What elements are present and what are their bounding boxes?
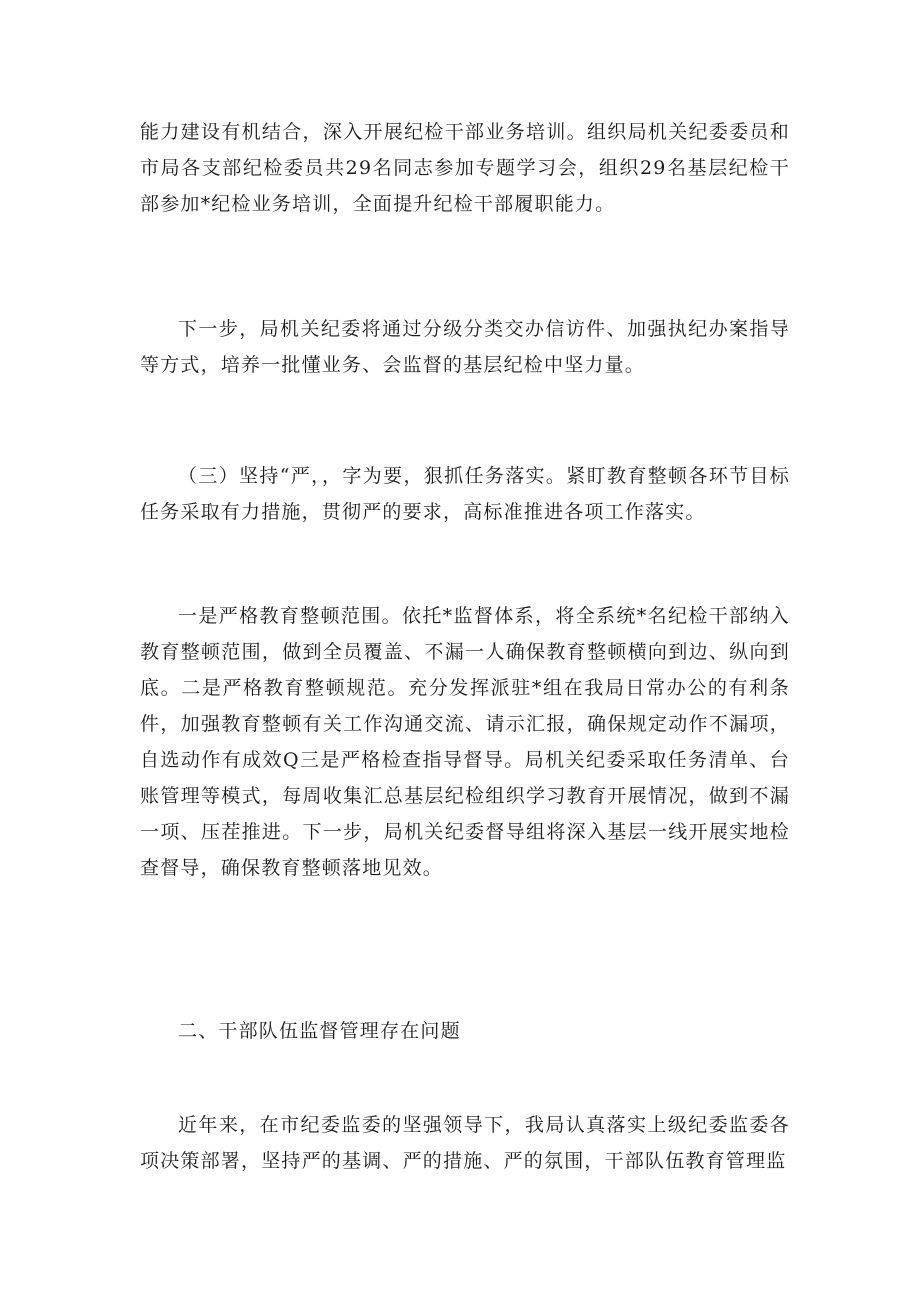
- section-heading-problems: 二、干部队伍监督管理存在问题: [178, 1020, 461, 1042]
- paragraph-section-three: （三）坚持“严，，字为要，狠抓任务落实。紧盯教育整顿各环节目标任务采取有力措施，贯彻严的要求，高标准推进各项工作落实。: [140, 465, 790, 523]
- paragraph-strict-rectification: 一是严格教育整顿范围。依托*监督体系，将全系统*名纪检干部纳入教育整顿范围，做到全员覆盖、不漏一人确保教育整顿横向到边、纵向到底。二是严格教育整顿规范。充分发挥派驻*组在我局日常办公的有利条件，加强教育整顿有关工作沟通交流、请示汇报，确保规定动作不漏项，自选动作有成效Q三是严格检查指导督导。局机关纪委采取任务清单、台账管理等模式，每周收集汇总基层纪检组织学习教育开展情况，做到不漏一项、压茬推进。下一步，局机关纪委督导组将深入基层一线开展实地检查督导，确保教育整顿落地见效。: [140, 605, 790, 879]
- paragraph-training: 能力建设有机结合，深入开展纪检干部业务培训。组织局机关纪委委员和市局各支部纪检委员共29名同志参加专题学习会，组织29名基层纪检干部参加*纪检业务培训，全面提升纪检干部履职能力。: [140, 121, 790, 215]
- paragraph-recent-years: 近年来，在市纪委监委的坚强领导下，我局认真落实上级纪委监委各项决策部署，坚持严的基调、严的措施、严的氛围，干部队伍教育管理监: [140, 1114, 790, 1172]
- paragraph-next-step: 下一步，局机关纪委将通过分级分类交办信访件、加强执纪办案指导等方式，培养一批懂业务、会监督的基层纪检中坚力量。: [140, 318, 790, 376]
